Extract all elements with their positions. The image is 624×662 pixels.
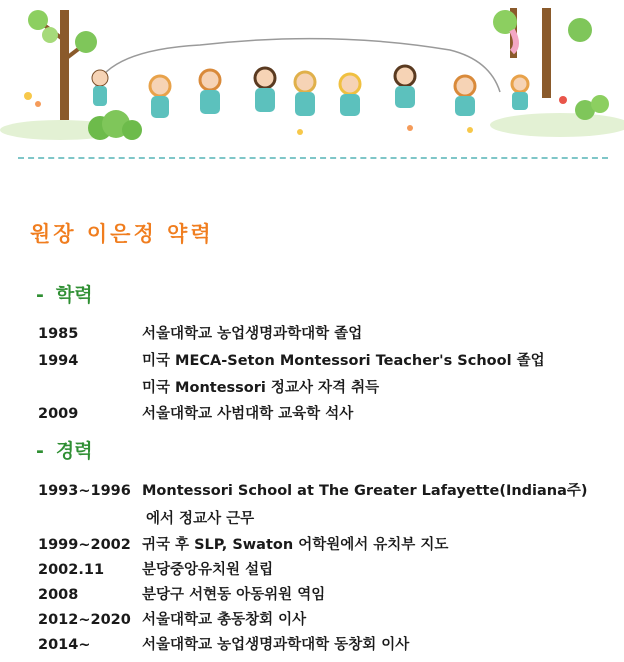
item-year: 1999~2002	[38, 537, 131, 553]
list-item	[38, 349, 545, 370]
item-desc: 귀국 후 SLP, Swaton 어학원에서 유치부 지도	[142, 537, 449, 553]
heading-dash-icon: -	[36, 440, 44, 462]
list-item	[38, 608, 306, 629]
item-year: 2014~	[38, 637, 91, 653]
list-item	[38, 533, 448, 554]
dashed-divider	[18, 157, 608, 159]
section-heading-career: - 경력	[36, 440, 93, 462]
kids-icon	[92, 66, 528, 118]
list-item	[38, 479, 588, 500]
page-title: 원장 이은정 약력	[30, 222, 214, 246]
item-year: 2002.11	[38, 562, 105, 578]
item-continuation: 에서 정교사 근무	[146, 511, 255, 527]
item-year: 1994	[38, 353, 79, 369]
list-item	[38, 633, 409, 654]
item-year: 1985	[38, 326, 79, 342]
item-year: 1993~1996	[38, 483, 131, 499]
item-desc: 서울대학교 사범대학 교육학 석사	[142, 406, 354, 422]
item-desc: 분당중앙유치원 설립	[142, 562, 274, 578]
item-desc: 서울대학교 농업생명과학대학 졸업	[142, 326, 363, 342]
tree-right-icon	[493, 8, 592, 98]
item-desc: 분당구 서현동 아동위원 역임	[142, 587, 326, 603]
item-year: 2009	[38, 406, 79, 422]
item-desc: Montessori School at The Greater Lafayette(Indiana주)	[142, 483, 588, 499]
list-item	[38, 558, 273, 579]
item-continuation: 미국 Montessori 정교사 자격 취득	[142, 380, 380, 396]
section-heading-education: - 학력	[36, 284, 93, 306]
item-year: 2008	[38, 587, 79, 603]
heading-dash-icon: -	[36, 284, 44, 306]
item-desc: 미국 MECA-Seton Montessori Teacher's School 졸업	[142, 353, 545, 369]
list-item	[38, 402, 353, 423]
item-desc: 서울대학교 총동창회 이사	[142, 612, 307, 628]
banner-illustration	[0, 0, 624, 162]
list-item	[38, 322, 362, 343]
item-desc: 서울대학교 농업생명과학대학 동창회 이사	[142, 637, 410, 653]
item-year: 2012~2020	[38, 612, 131, 628]
list-item	[38, 583, 325, 604]
